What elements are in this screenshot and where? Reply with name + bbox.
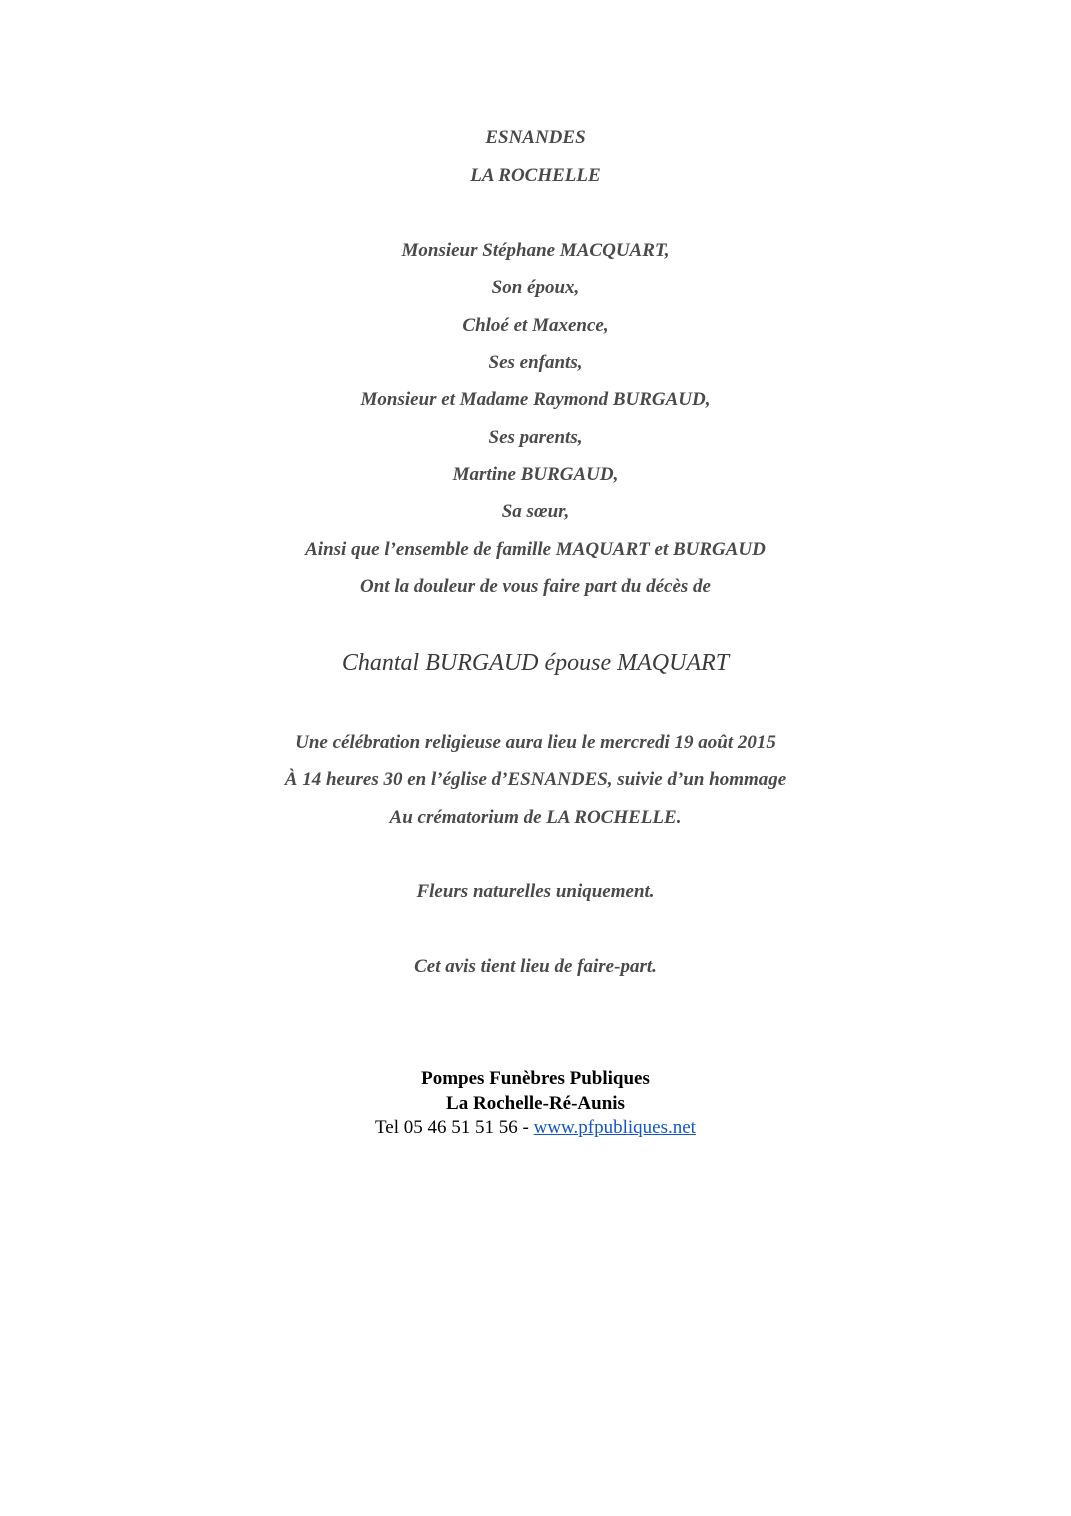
ceremony-line-1: Une célébration religieuse aura lieu le mercredi 19 août 2015 bbox=[295, 732, 776, 753]
contact-line bbox=[0, 1116, 1071, 1140]
ceremony-line-3: Au crématorium de LA ROCHELLE. bbox=[389, 807, 682, 828]
husband-name: Monsieur Stéphane MACQUART, bbox=[401, 240, 670, 261]
phone-number: Tel 05 46 51 51 56 - bbox=[375, 1117, 534, 1138]
notice-note: Cet avis tient lieu de faire-part. bbox=[414, 956, 657, 977]
town-heading: ESNANDES bbox=[485, 127, 586, 148]
children-names: Chloé et Maxence, bbox=[462, 315, 609, 336]
children-role: Ses enfants, bbox=[488, 352, 583, 373]
deceased-name: Chantal BURGAUD épouse MAQUART bbox=[341, 650, 730, 676]
flowers-note: Fleurs naturelles uniquement. bbox=[416, 881, 655, 902]
announcement-text: Ont la douleur de vous faire part du décès de bbox=[360, 576, 711, 597]
sister-role: Sa sœur, bbox=[501, 501, 570, 522]
website-link[interactable]: www.pfpubliques.net bbox=[533, 1117, 696, 1138]
city-heading: LA ROCHELLE bbox=[470, 165, 601, 186]
husband-role: Son époux, bbox=[491, 277, 580, 298]
funeral-company-name: Pompes Funèbres Publiques bbox=[421, 1068, 650, 1089]
parents-names: Monsieur et Madame Raymond BURGAUD, bbox=[360, 389, 711, 410]
parents-role: Ses parents, bbox=[488, 427, 583, 448]
extended-family: Ainsi que l’ensemble de famille MAQUART et BURGAUD bbox=[305, 539, 766, 560]
funeral-company-area: La Rochelle-Ré-Aunis bbox=[446, 1093, 625, 1114]
sister-name: Martine BURGAUD, bbox=[452, 464, 619, 485]
ceremony-line-2: À 14 heures 30 en l’église d’ESNANDES, suivie d’un hommage bbox=[284, 769, 787, 790]
